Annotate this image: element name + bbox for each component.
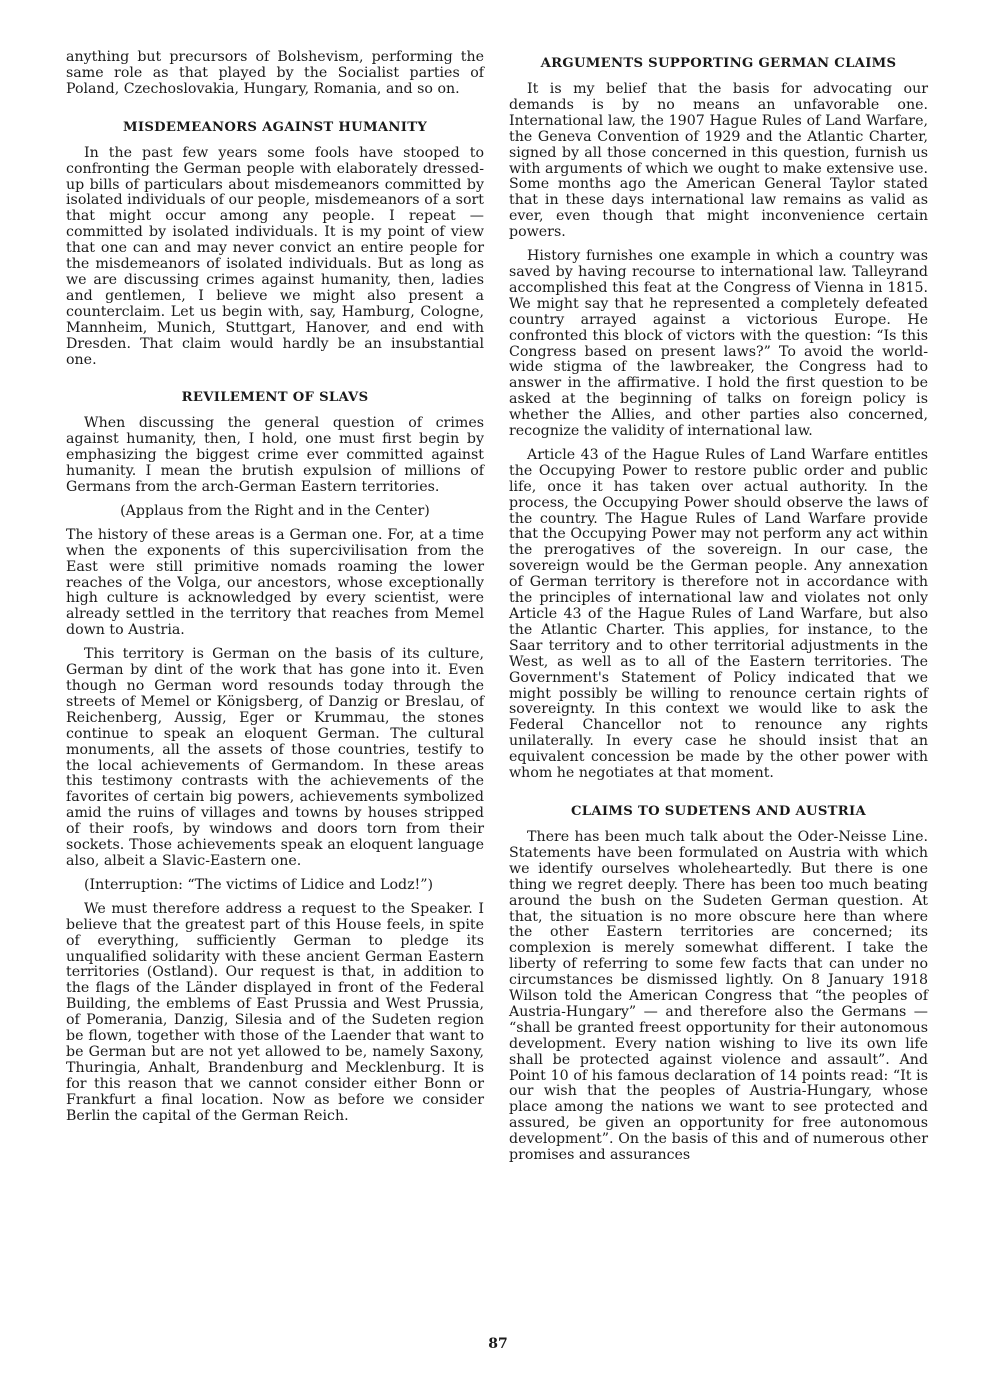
section-heading-arguments: ARGUMENTS SUPPORTING GERMAN CLAIMS [540, 56, 897, 71]
interjection-applause: (Applaus from the Right and in the Center) [120, 502, 430, 519]
right-column [509, 50, 928, 1172]
paragraph: anything but precursors of Bolshevism, performing the same role as that played by the Socialist parties of Poland, Czechoslovakia, Hungary, Romania, and so on. [66, 49, 484, 97]
paragraph: There has been much talk about the Oder-Neisse Line. Statements have been formulated on Austria with which we identify ourselves wholeheartedly. But there is one thing we regret deeply. There has been too much beating around the bush on the Sudeten German question. At that, the situation is no more obscure here than where the other Eastern territories are concerned; its complexion is merely somewhat different. I take the liberty of referring to some few facts that can under no circumstances be dismissed lightly. On 8 January 1918 Wilson told the American Congress that “the peoples of Austria-Hungary” — and therefore also the Germans — “shall be granted freest opportunity for their autonomous development. Every nation wishing to live its own life shall be protected against violence and assault”. And Point 10 of his famous declaration of 14 points read: “It is our wish that the peoples of Austria-Hungary, whose place among the nations we want to see protected and assured, be given an opportunity for free autonomous development”. On the basis of this and of numerous other promises and assurances [509, 828, 928, 1164]
paragraph: When discussing the general question of crimes against humanity, then, I hold, one must first begin by emphasizing the biggest crime ever committed against humanity. I mean the brutish expulsion of millions of Germans from the arch-German Eastern territories. [66, 415, 484, 496]
paragraph: Article 43 of the Hague Rules of Land Warfare entitles the Occupying Power to restore public order and public life, once it has taken over actual authority. In the process, the Occupying Power should observe the laws of the country. The Hague Rules of Land Warfare provide that the Occupying Power may not perform any act within the prerogatives of the sovereign. In our case, the sovereign would be the German people. Any annexation of German territory is therefore not in accordance with the principles of international law and violates not only Article 43 of the Hague Rules of Land Warfare, but also the Atlantic Charter. This applies, for instance, to the Saar territory and to other territorial adjustments in the West, as well as to all of the Eastern territories. The Government's Statement of Policy indicated that we might possibly be willing to renounce certain rights of sovereignty. In this context we would like to ask the Federal Chancellor not to renounce any rights unilaterally. In every case he should insist that an equivalent concession be made by the other power with whom he negotiates at that moment. [509, 446, 928, 782]
page-number: 87 [488, 1336, 508, 1352]
paragraph: History furnishes one example in which a country was saved by having recourse to international law. Talleyrand accomplished this feat at the Congress of Vienna in 1815. We might say that he represented a completely defeated country arrayed against a victorious Europe. He confronted this block of victors with the question: “Is this Congress based on present laws?” To avoid the world-wide stigma of the lawbreaker, the Congress had to answer in the affirmative. I hold the first question to be asked at the beginning of talks on foreign policy is whether the Allies, and other parties also concerned, recognize the validity of international law. [509, 248, 928, 440]
section-heading-claims: CLAIMS TO SUDETENS AND AUSTRIA [570, 803, 867, 819]
left-column [66, 50, 484, 1132]
section-heading-revilement: REVILEMENT OF SLAVS [181, 390, 369, 406]
paragraph: In the past few years some fools have stooped to confronting the German people with elaborately dressed-up bills of particulars about misdemeanors committed by isolated individuals of our people, misdemeanors of a sort that might occur among any people. I repeat — committed by isolated individuals. It is my point of view that one can and may never convict an entire people for the misdemeanors of isolated individuals. But as long as we are discussing crimes against humanity, then, ladies and gentlemen, I believe we might also present a counterclaim. Let us begin with, say, Hamburg, Cologne, Mannheim, Munich, Stuttgart, Hanover, and end with Dresden. That claim would hardly be an insubstantial one. [66, 144, 484, 368]
section-heading-misdemeanors: MISDEMEANORS AGAINST HUMANITY [122, 119, 428, 135]
paragraph: We must therefore address a request to the Speaker. I believe that the greatest part of this House feels, in spite of everything, sufficiently German to pledge its unqualified solidarity with these ancient German Eastern territories (Ostland). Our request is that, in addition to the flags of the Länder displayed in front of the Federal Building, the emblems of East Prussia and West Prussia, of Pomerania, Danzig, Silesia and of the Sudeten region be flown, together with those of the Laender that want to be German but are not yet allowed to be, namely Saxony, Thuringia, Anhalt, Brandenburg and Mecklenburg. It is for this reason that we cannot consider either Bonn or Frankfurt a final location. Now as before we consider Berlin the capital of the German Reich. [66, 900, 484, 1124]
interjection-interruption: (Interruption: “The victims of Lidice and Lodz!”) [84, 876, 434, 893]
paragraph: The history of these areas is a German one. For, at a time when the exponents of this supercivilisation from the East were still primitive nomads roaming the lower reaches of the Volga, our ancestors, whose exceptionally high culture is acknowledged by every scientist, were already settled in the territory that reaches from Memel down to Austria. [66, 526, 484, 639]
paragraph: It is my belief that the basis for advocating our demands is by no means an unfavorable one. International law, the 1907 Hague Rules of Land Warfare, the Geneva Convention of 1929 and the Atlantic Charter, signed by all those concerned in this question, furnish us with arguments of which we ought to make extensive use. Some months ago the American General Taylor stated that in these days international law remains as valid as ever, even though that might inconvenience certain powers. [509, 81, 928, 241]
paragraph: This territory is German on the basis of its culture, German by dint of the work that has gone into it. Even though no German word resounds today through the streets of Memel or Königsberg, of Danzig or Breslau, of Reichenberg, Aussig, Eger or Krummau, the stones continue to speak an eloquent German. The cultural monuments, all the assets of those countries, testify to the local achievements of Germandom. In these areas this testimony contrasts with the achievements of the favorites of certain big powers, achievements symbolized amid the ruins of villages and towns by houses stripped of their roofs, by windows and doors torn from their sockets. Those achievements speak an eloquent language also, albeit a Slavic-Eastern one. [66, 646, 484, 869]
